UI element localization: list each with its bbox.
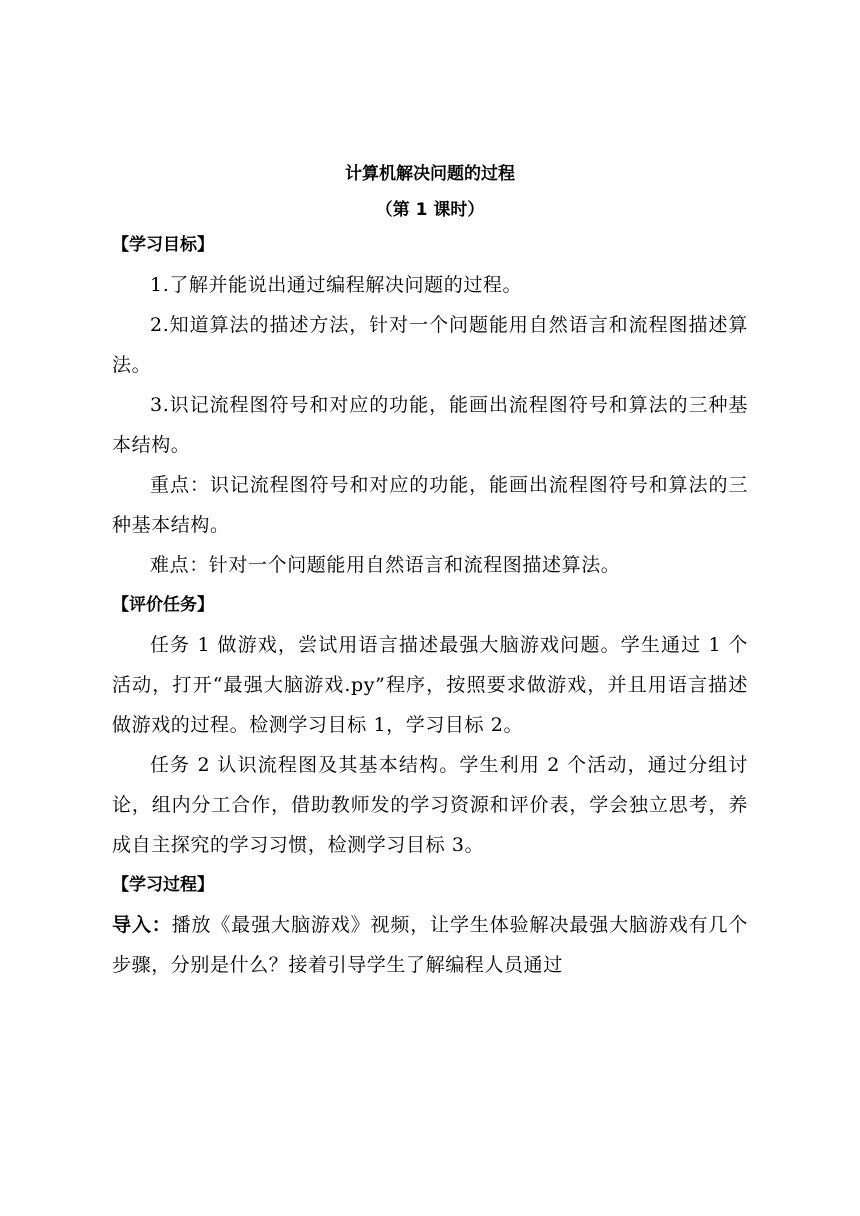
- process-heading: 【学习过程】: [112, 875, 214, 895]
- document-subtitle: （第 1 课时）: [375, 200, 485, 220]
- evaluation-task-2: 任务 2 认识流程图及其基本结构。学生利用 2 个活动，通过分组讨论，组内分工合作，借助教师发的学习资源和评价表，学会独立思考，养成自主探究的学习习惯，检测学习目标 3。: [112, 754, 748, 856]
- intro-text: 播放《最强大脑游戏》视频，让学生体验解决最强大脑游戏有几个步骤，分别是什么？接着引导学生了解编程人员通过: [112, 914, 748, 976]
- intro-label: 导入：: [112, 914, 172, 936]
- key-point: 重点：识记流程图符号和对应的功能，能画出流程图符号和算法的三种基本结构。: [112, 474, 748, 536]
- difficult-point: 难点：针对一个问题能用自然语言和流程图描述算法。: [150, 554, 621, 576]
- evaluation-heading: 【评价任务】: [112, 595, 214, 615]
- objective-item-1: 1.了解并能说出通过编程解决问题的过程。: [150, 274, 523, 296]
- document-body: [112, 160, 748, 985]
- objectives-heading: 【学习目标】: [112, 235, 214, 255]
- objective-item-3: 3.识记流程图符号和对应的功能，能画出流程图符号和算法的三种基本结构。: [112, 394, 748, 456]
- evaluation-task-1: 任务 1 做游戏，尝试用语言描述最强大脑游戏问题。学生通过 1 个活动，打开“最强大脑游戏.py”程序，按照要求做游戏，并且用语言描述做游戏的过程。检测学习目标 1，学习目标 2。: [112, 634, 748, 736]
- document-title: 计算机解决问题的过程: [345, 164, 515, 184]
- intro-paragraph: [112, 905, 748, 985]
- objective-item-2: 2.知道算法的描述方法，针对一个问题能用自然语言和流程图描述算法。: [112, 314, 748, 376]
